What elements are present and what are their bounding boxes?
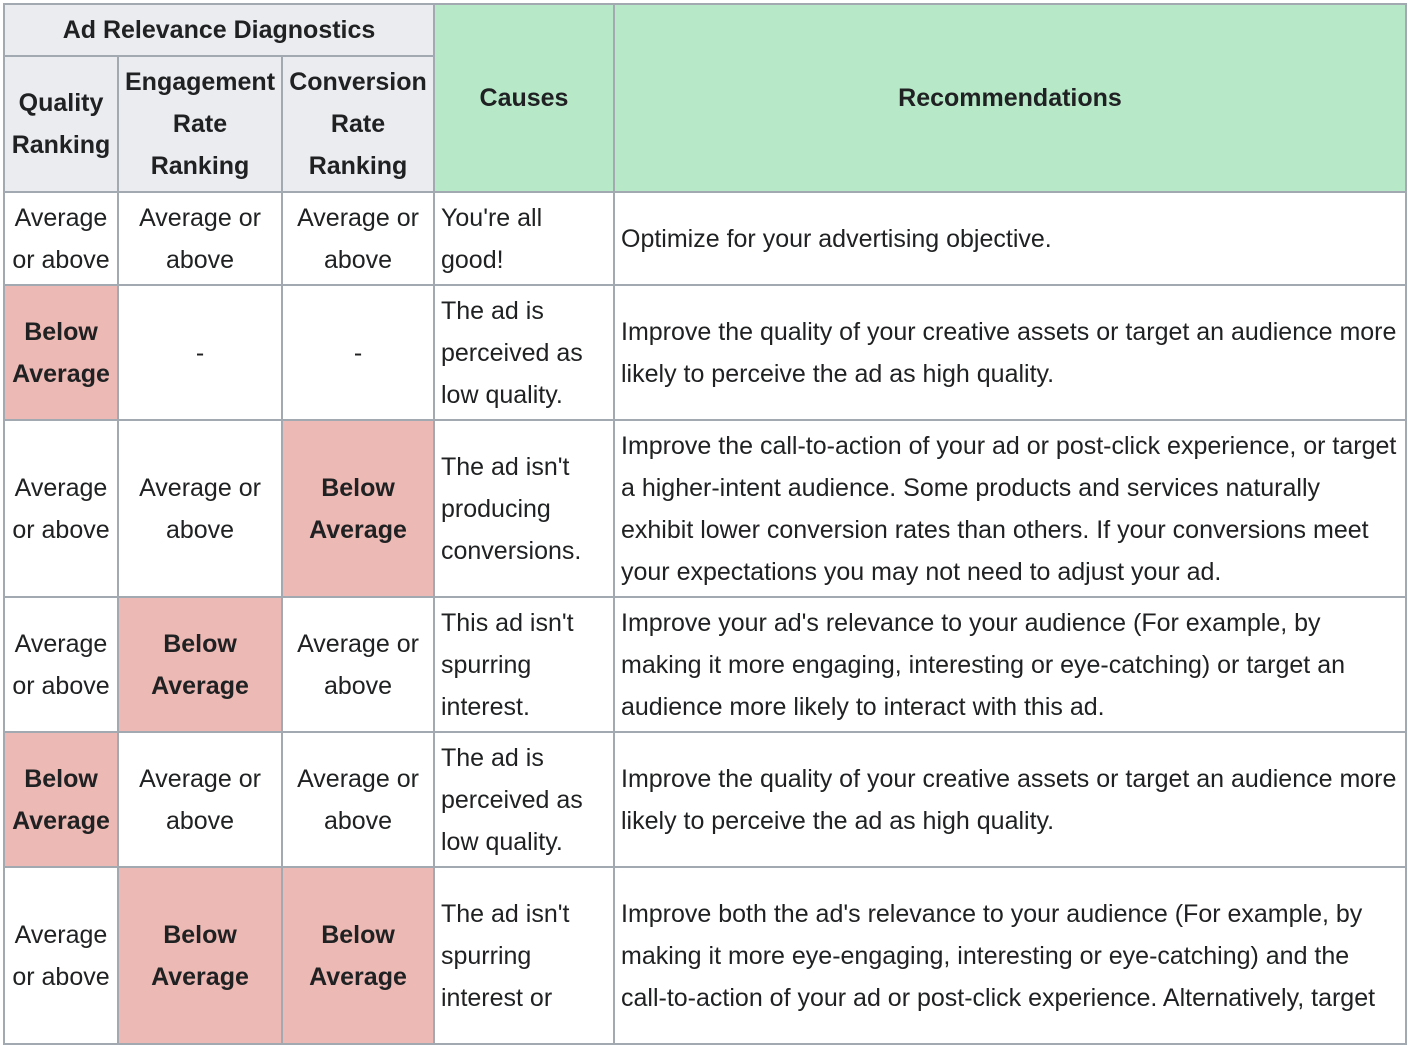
engagement-ranking-cell: Below Average [118, 867, 282, 1044]
table-row [4, 597, 1406, 732]
recommendations-header: Recommendations [614, 4, 1406, 192]
cause-cell: The ad is perceived as low quality. [434, 285, 614, 420]
conversion-ranking-cell: Average or above [282, 732, 434, 867]
cause-cell: The ad isn't spurring interest or [434, 867, 614, 1044]
engagement-ranking-cell: Average or above [118, 420, 282, 597]
quality-ranking-cell: Average or above [4, 597, 118, 732]
ad-relevance-diagnostics-table [3, 3, 1407, 1045]
conversion-ranking-cell: Below Average [282, 867, 434, 1044]
engagement-ranking-cell: Average or above [118, 732, 282, 867]
causes-header: Causes [434, 4, 614, 192]
table-row [4, 867, 1406, 1044]
engagement-rate-ranking-header: Engagement Rate Ranking [118, 56, 282, 192]
recommendation-cell: Improve your ad's relevance to your audience (For example, by making it more engaging, interesting or eye-catching) or target an audience more likely to interact with this ad. [614, 597, 1406, 732]
conversion-ranking-cell: Average or above [282, 597, 434, 732]
table-row [4, 420, 1406, 597]
conversion-ranking-cell: Below Average [282, 420, 434, 597]
table-row [4, 192, 1406, 285]
quality-ranking-cell: Average or above [4, 420, 118, 597]
engagement-ranking-cell: Average or above [118, 192, 282, 285]
cause-cell: The ad isn't producing conversions. [434, 420, 614, 597]
conversion-rate-ranking-header: Conversion Rate Ranking [282, 56, 434, 192]
quality-ranking-cell: Below Average [4, 285, 118, 420]
engagement-ranking-cell: Below Average [118, 597, 282, 732]
quality-ranking-cell: Average or above [4, 192, 118, 285]
recommendation-cell: Improve the call-to-action of your ad or post-click experience, or target a higher-intent audience. Some products and services naturally exhibit lower conversion rates than others. If your conversions meet your expectations you may not need to adjust your ad. [614, 420, 1406, 597]
conversion-ranking-cell: - [282, 285, 434, 420]
engagement-ranking-cell: - [118, 285, 282, 420]
quality-ranking-cell: Average or above [4, 867, 118, 1044]
table-row [4, 732, 1406, 867]
table-row [4, 285, 1406, 420]
recommendation-cell: Optimize for your advertising objective. [614, 192, 1406, 285]
cause-cell: The ad is perceived as low quality. [434, 732, 614, 867]
quality-ranking-header: Quality Ranking [4, 56, 118, 192]
ad-relevance-diagnostics-header: Ad Relevance Diagnostics [4, 4, 434, 56]
recommendation-cell: Improve the quality of your creative assets or target an audience more likely to perceive the ad as high quality. [614, 732, 1406, 867]
quality-ranking-cell: Below Average [4, 732, 118, 867]
cause-cell: This ad isn't spurring interest. [434, 597, 614, 732]
cause-cell: You're all good! [434, 192, 614, 285]
recommendation-cell: Improve the quality of your creative assets or target an audience more likely to perceive the ad as high quality. [614, 285, 1406, 420]
recommendation-cell: Improve both the ad's relevance to your audience (For example, by making it more eye-engaging, interesting or eye-catching) and the call-to-action of your ad or post-click experience. Alternatively, target [614, 867, 1406, 1044]
conversion-ranking-cell: Average or above [282, 192, 434, 285]
